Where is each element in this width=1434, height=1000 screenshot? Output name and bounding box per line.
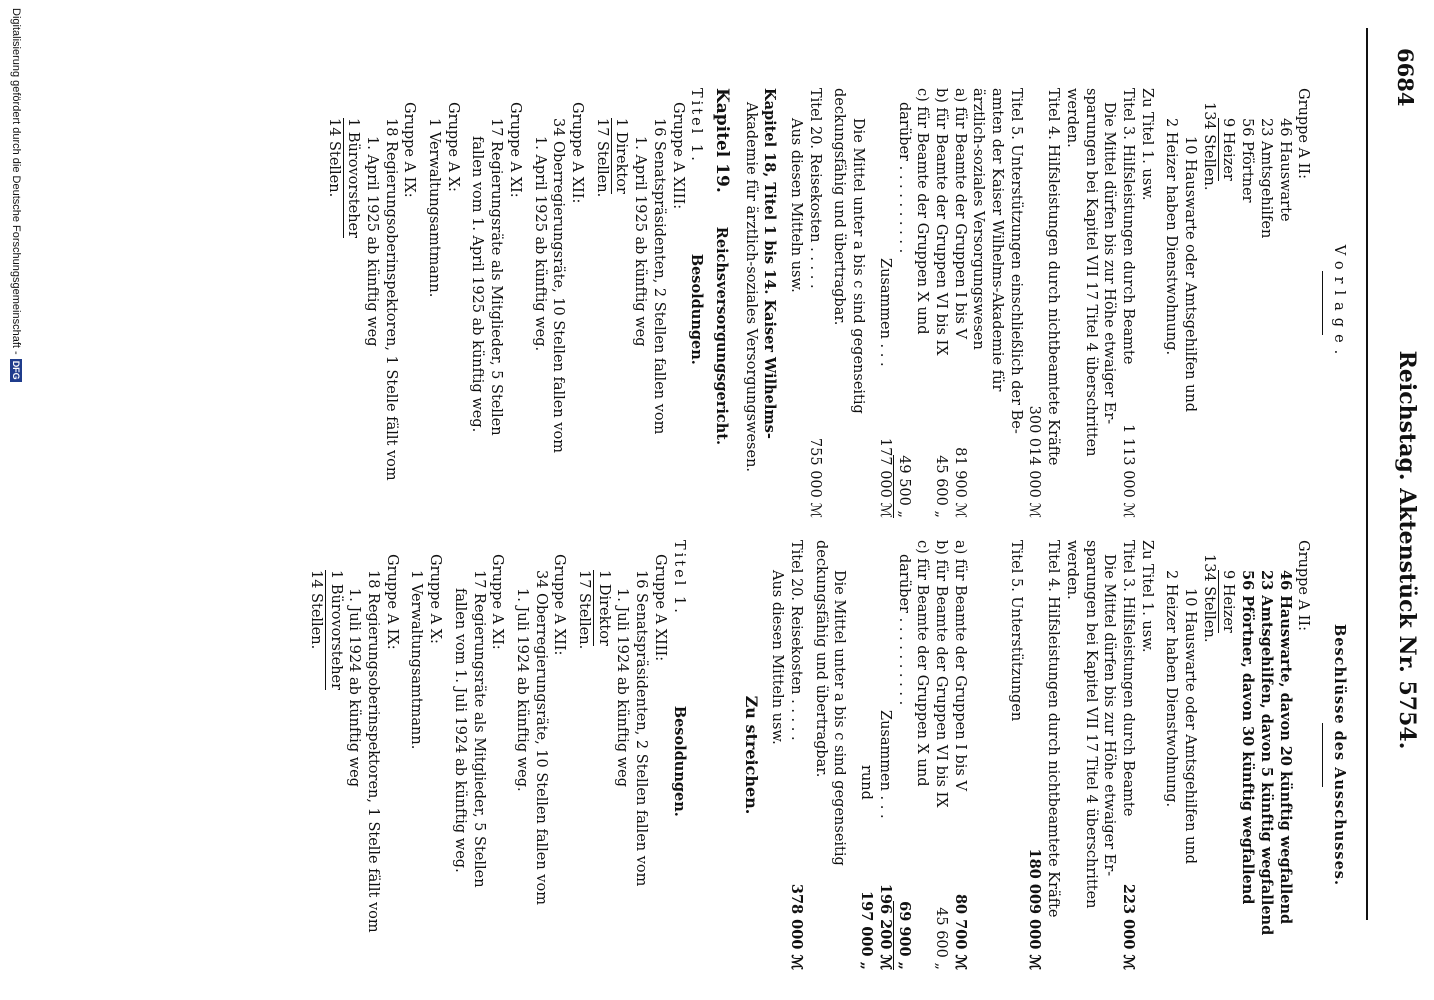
text-line: Kapitel 18, Titel 1 bis 14. Kaiser Wilhelms- xyxy=(761,88,779,439)
amount: 755 000 ℳ xyxy=(806,437,823,518)
amount: 49 500 „ xyxy=(893,455,913,518)
text-line: 14 Stellen. xyxy=(307,570,324,650)
text-line: 14 Stellen. xyxy=(325,118,342,198)
text-line: Die Mittel unter a bis c sind gegenseitig xyxy=(831,570,848,866)
text-line: Gruppe A XII: xyxy=(569,102,585,204)
text-line: 18 Regierungsoberinspektoren, 1 Stelle fällt vom xyxy=(365,570,382,933)
text-line: 2 Heizer haben Dienstwohnung. xyxy=(1163,570,1180,808)
text-line: Gruppe A IX: xyxy=(401,102,418,198)
text-line: 9 Heizer xyxy=(1218,570,1238,633)
text-line: 1. Juli 1924 ab künftig weg xyxy=(614,588,631,787)
text-line: 46 Hauswarte, davon 20 künftig wegfallend xyxy=(1276,570,1294,925)
text-line: 23 Amtsgehilfen xyxy=(1257,118,1274,239)
text-line: 17 Stellen. xyxy=(593,118,610,198)
text-line: 2 Heizer haben Dienstwohnung. xyxy=(1163,118,1180,356)
text-line: werden. xyxy=(1063,88,1080,148)
text-line: 1. April 1925 ab künftig weg xyxy=(632,136,649,347)
left-column-heading: Vorlage. xyxy=(1331,244,1347,362)
heading-divider xyxy=(1322,723,1323,787)
text-line: Gruppe A XII: xyxy=(551,554,568,656)
text-line: 1 Direktor xyxy=(593,570,613,646)
text-line: Titel 5. Unterstützungen einschließlich der Be- xyxy=(1007,88,1024,434)
text-line: fallen vom 1. Juli 1924 ab künftig weg. xyxy=(451,588,468,873)
right-column xyxy=(306,540,1350,970)
text-line xyxy=(1025,88,1044,518)
text-line: c) für Beamte der Gruppen X und xyxy=(914,540,931,787)
text-line: 23 Amtsgehilfen, davon 5 künftig wegfallend xyxy=(1257,570,1275,936)
amount: 197 000 „ xyxy=(858,891,876,970)
text-line: b) für Beamte der Gruppen VI bis IX 45 600 „ xyxy=(932,540,949,970)
text-line: 1 Verwaltungsamtmann. xyxy=(426,118,443,298)
text-line: Titel 1.Besoldungen. xyxy=(670,540,688,817)
text-line: Gruppe A XI: xyxy=(489,554,506,650)
text-line: Titel 5. Unterstützungen xyxy=(1007,540,1024,722)
text-line: 1 Bürovorsteher xyxy=(343,118,363,238)
text-line: Titel 3. Hilfsleistungen durch Beamte 1 113 000 ℳ xyxy=(1119,88,1136,518)
text-line: Titel 4. Hilfsleistungen durch nichtbeamtete Kräfte xyxy=(1045,540,1062,918)
text-line: 1. Juli 1924 ab künftig weg xyxy=(346,588,363,787)
text-line: Gruppe A XIII: xyxy=(669,102,686,210)
text-line: 34 Oberregierungsräte, 10 Stellen fallen vom xyxy=(550,118,567,453)
text-line: darüber . . . . . . . . . . 49 500 „ xyxy=(894,88,913,518)
text-line: 17 Regierungsräte als Mitglieder, 5 Stellen xyxy=(470,570,487,888)
text-line: Zu Titel 1. usw. xyxy=(1138,540,1155,653)
amount: 180 009 000 ℳ xyxy=(1026,848,1044,970)
text-line: 134 Stellen. xyxy=(1200,102,1217,191)
text-line: 1 Bürovorsteher xyxy=(325,570,345,690)
text-line: 17 Regierungsräte als Mitglieder, 5 Stellen xyxy=(488,118,505,436)
amount: 45 600 „ xyxy=(932,907,949,970)
text-line: 16 Senatspräsidenten, 2 Stellen fallen vom xyxy=(650,118,667,435)
text-line: 134 Stellen. xyxy=(1200,554,1217,643)
text-line: b) für Beamte der Gruppen VI bis IX 45 600 „ xyxy=(932,88,949,518)
text-line: Titel 3. Hilfsleistungen durch Beamte 223 000 ℳ xyxy=(1119,540,1137,970)
text-line: Akademie für ärztlich-soziales Versorgungswesen. xyxy=(742,102,759,473)
text-line: 46 Hauswarte xyxy=(1276,118,1293,222)
digitization-credit xyxy=(10,8,22,382)
text-line: 1 Direktor xyxy=(611,118,631,194)
text-line: 17 Stellen. xyxy=(576,570,593,650)
strike-note: Zu streichen. xyxy=(741,695,761,815)
text-line: Die Mittel dürfen bis zur Höhe etwaiger Er- xyxy=(1101,102,1118,425)
amount: 69 900 „ xyxy=(893,901,913,970)
text-line: 1. April 1925 ab künftig weg. xyxy=(531,136,548,352)
text-line xyxy=(722,540,741,970)
text-line: a) für Beamte der Gruppen I bis V 81 900 ℳ xyxy=(951,88,968,518)
amount: 177 000 ℳ xyxy=(876,437,893,518)
text-line: darüber . . . . . . . . . . 69 900 „ xyxy=(894,540,913,970)
right-column-heading: Beschlüsse des Ausschusses. xyxy=(1331,623,1348,887)
text-line: 18 Regierungsoberinspektoren, 1 Stelle fällt vom xyxy=(382,118,399,481)
text-line: werden. xyxy=(1063,540,1080,600)
page-header xyxy=(1358,0,1428,1000)
text-line: Die Mittel dürfen bis zur Höhe etwaiger Er- xyxy=(1101,554,1118,877)
credit-text: Digitalisierung gefördert durch die Deutsche Forschungsgemeinschaft - xyxy=(10,8,22,355)
amount: 1 113 000 ℳ xyxy=(1119,424,1136,518)
text-line: 10 Hauswarte oder Amtsgehilfen und xyxy=(1182,588,1199,865)
text-line: Titel 4. Hilfsleistungen durch nichtbeamtete Kräfte xyxy=(1045,88,1062,466)
amount: 80 700 ℳ xyxy=(951,893,969,970)
text-line: Gruppe A XI: xyxy=(506,102,523,198)
amount: 196 200 ℳ xyxy=(876,883,894,970)
text-line xyxy=(694,540,713,970)
text-line: Gruppe A IX: xyxy=(383,554,400,650)
text-line: 1 Verwaltungsamtmann. xyxy=(408,570,425,750)
text-line: Die Mittel unter a bis c sind gegenseitig xyxy=(850,118,867,414)
text-line: Zu Titel 1. usw. xyxy=(1138,88,1155,201)
text-line: 10 Hauswarte oder Amtsgehilfen und xyxy=(1182,136,1199,413)
text-line: ärztlich-soziales Versorgungswesen xyxy=(970,88,987,350)
text-line: Gruppe A II: xyxy=(1295,88,1312,180)
text-line: Gruppe A XIII: xyxy=(651,554,668,662)
text-line: 34 Oberregierungsräte, 10 Stellen fallen vom xyxy=(532,570,549,905)
text-line: amten der Kaiser Wilhelms-Akademie für xyxy=(989,88,1006,392)
text-line: deckungsfähig und übertragbar. xyxy=(831,88,848,326)
amount: 45 600 „ xyxy=(932,455,949,518)
text-line: 16 Senatspräsidenten, 2 Stellen fallen vom xyxy=(633,570,650,887)
text-line: fallen vom 1. April 1925 ab künftig weg. xyxy=(469,136,486,433)
dfg-logo: DFG xyxy=(11,360,21,380)
text-line xyxy=(1025,540,1044,970)
text-line: Zusammen . . . 177 000 ℳ xyxy=(876,258,893,518)
text-line: Aus diesen Mitteln usw. xyxy=(769,570,786,745)
text-line: Gruppe A X: xyxy=(444,102,461,192)
text-line: Aus diesen Mitteln usw. xyxy=(788,118,805,293)
text-line: sparungen bei Kapitel VII 17 Titel 4 überschritten xyxy=(1082,540,1099,909)
text-line: deckungsfähig und übertragbar. xyxy=(812,540,829,778)
text-line: 9 Heizer xyxy=(1218,118,1238,181)
text-line: 1. Juli 1924 ab künftig weg. xyxy=(513,588,530,792)
text-line: Titel 20. Reisekosten . . . . . 755 000 ℳ xyxy=(806,88,823,518)
chapter-heading: Kapitel 19.Reichsversorgungsgericht. xyxy=(711,88,732,446)
text-line: Gruppe A X: xyxy=(427,554,444,644)
text-line: Gruppe A II: xyxy=(1295,540,1312,632)
text-line: 56 Pförtner xyxy=(1239,118,1256,203)
heading-divider xyxy=(1322,271,1323,335)
page-number: 6684 xyxy=(1393,48,1418,107)
page-title: Reichstag. Aktenstück Nr. 5754. xyxy=(1394,350,1420,750)
text-line: 1. April 1925 ab künftig weg xyxy=(363,136,380,347)
text-line: a) für Beamte der Gruppen I bis V 80 700 ℳ xyxy=(951,540,969,970)
text-line: 56 Pförtner, davon 30 künftig wegfallend xyxy=(1239,570,1257,905)
header-rule xyxy=(1366,28,1368,920)
left-column xyxy=(324,88,1350,518)
text-line xyxy=(987,540,1006,970)
amount: 223 000 ℳ xyxy=(1119,883,1137,970)
text-line: c) für Beamte der Gruppen X und xyxy=(914,88,931,335)
text-line xyxy=(969,540,988,970)
text-line: Zusammen . . . 196 200 ℳ xyxy=(876,710,894,970)
amount: 300 014 000 ℳ xyxy=(1026,405,1043,518)
text-line: sparungen bei Kapitel VII 17 Titel 4 überschritten xyxy=(1082,88,1099,457)
text-line: rund 197 000 „ xyxy=(858,765,876,970)
amount: 378 000 ℳ xyxy=(788,883,806,970)
text-line: Titel 1.Besoldungen. xyxy=(688,88,706,365)
amount: 81 900 ℳ xyxy=(951,447,968,518)
text-line: Titel 20. Reisekosten . . . . . 378 000 ℳ xyxy=(788,540,806,970)
